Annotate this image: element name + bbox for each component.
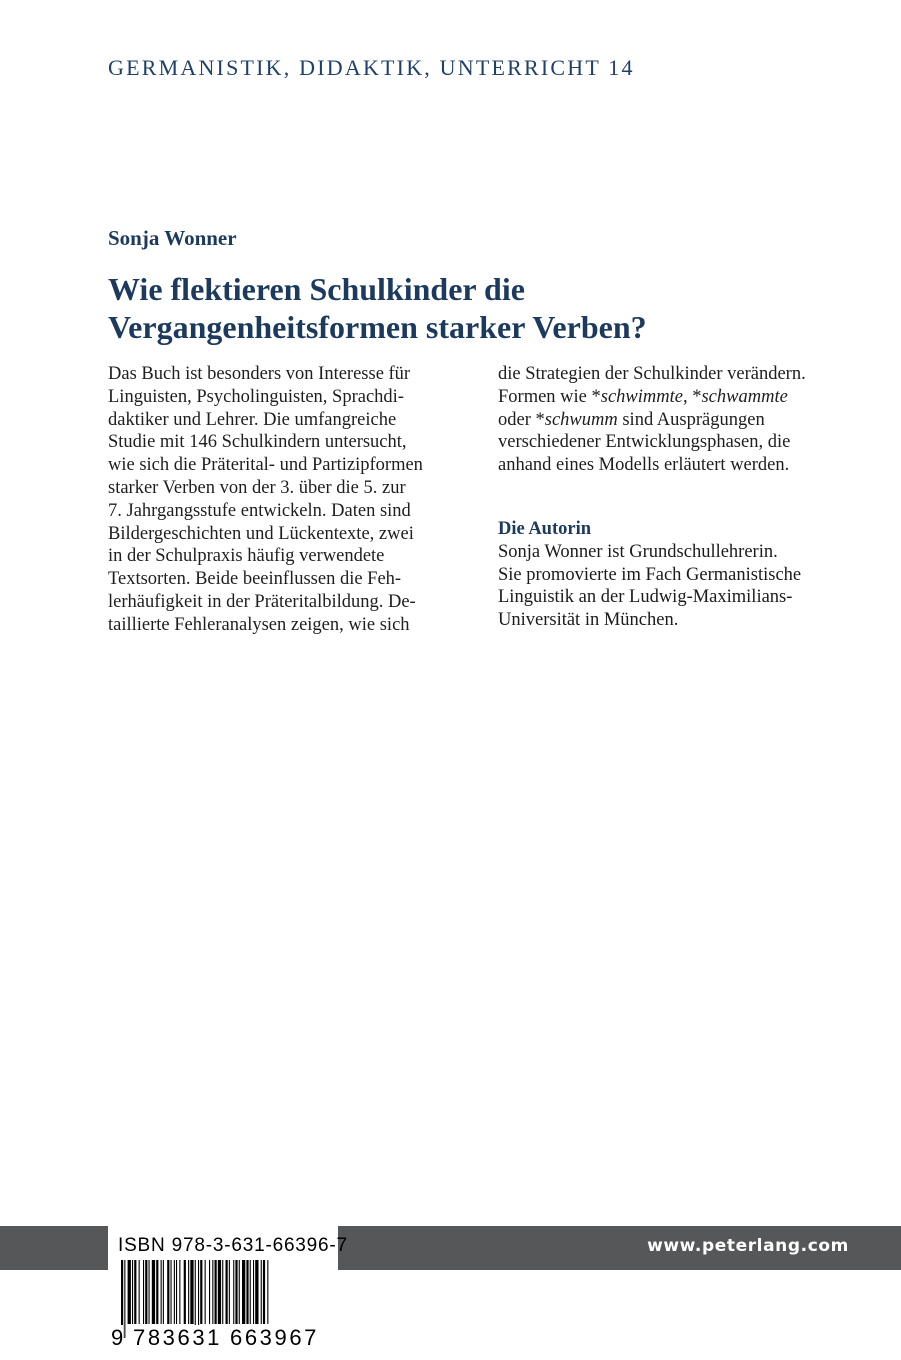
barcode-bar — [218, 1260, 221, 1324]
blurb-text: , * — [682, 386, 702, 407]
barcode-bar — [174, 1260, 175, 1324]
example-form: schwumm — [544, 409, 618, 430]
barcode-bar — [161, 1260, 162, 1324]
barcode-bar — [239, 1260, 240, 1324]
barcode-bar — [250, 1260, 251, 1324]
blurb-line: lerhäufigkeit in der Präteritalbildung. De- — [108, 591, 416, 612]
blurb-line — [498, 386, 858, 409]
barcode-bar — [179, 1260, 180, 1324]
blurb-left-column — [108, 363, 468, 637]
blurb-line: 7. Jahrgangsstufe entwickeln. Daten sind — [108, 500, 411, 521]
blurb-line: Das Buch ist besonders von Interesse für — [108, 364, 411, 384]
barcode-bar — [188, 1260, 189, 1324]
barcode-bar — [200, 1260, 202, 1324]
author-bio-line: Sie promovierte im Fach Germanistische — [498, 564, 802, 585]
barcode-bar — [263, 1260, 265, 1324]
barcode-bar — [163, 1260, 164, 1324]
barcode-digit-first: 9 — [111, 1325, 124, 1350]
blurb-line: wie sich die Präterital- und Partizipformen — [108, 455, 423, 476]
example-form: schwammte — [701, 386, 788, 407]
barcode-bar — [212, 1260, 213, 1324]
barcode-bar — [176, 1260, 177, 1324]
barcode-bar — [209, 1260, 210, 1324]
barcode-bar — [167, 1260, 169, 1324]
title-line: Wie flektieren Schulkinder die — [108, 271, 525, 307]
example-form: schwimmte — [600, 386, 683, 407]
publisher-url[interactable]: www.peterlang.com — [647, 1236, 849, 1256]
blurb-line: Bildergeschichten und Lückentexte, zwei — [108, 523, 414, 544]
barcode-bar — [149, 1260, 150, 1324]
author-bio-line: Universität in München. — [498, 610, 679, 631]
barcode-bar — [267, 1260, 268, 1324]
barcode-bar — [253, 1260, 254, 1324]
blurb-line: Studie mit 146 Schulkindern untersucht, — [108, 432, 407, 453]
barcode-bar — [132, 1260, 133, 1324]
barcode-bar — [139, 1260, 140, 1324]
title-line: Vergangenheitsformen starker Verben? — [108, 309, 647, 345]
barcode-bar — [134, 1260, 136, 1324]
barcode-bar — [233, 1260, 234, 1324]
barcode-bar — [190, 1260, 193, 1324]
author-bio-heading: Die Autorin — [498, 519, 592, 539]
blurb-text: Formen wie * — [498, 386, 601, 407]
barcode-bar — [171, 1260, 172, 1324]
book-title — [108, 270, 808, 346]
blurb-line: verschiedener Entwicklungsphasen, die — [498, 432, 791, 453]
barcode-bar — [235, 1260, 237, 1324]
barcode-bar — [124, 1260, 125, 1338]
barcode-bar — [152, 1260, 155, 1324]
blurb-line: in der Schulpraxis häufig verwendete — [108, 546, 385, 567]
barcode-bar — [222, 1260, 223, 1324]
barcode-bar — [128, 1260, 131, 1324]
blurb-text: oder * — [498, 409, 545, 430]
barcode-bar — [205, 1260, 206, 1324]
isbn-label: ISBN 978-3-631-66396-7 — [118, 1235, 348, 1256]
blurb-right-column — [498, 363, 858, 477]
blurb-line: daktiker und Lehrer. Die umfangreiche — [108, 409, 397, 430]
blurb-line: taillierte Fehleranalysen zeigen, wie sich — [108, 614, 410, 635]
barcode-bar — [143, 1260, 144, 1324]
blurb-line: Linguisten, Psycholinguisten, Sprachdi- — [108, 386, 404, 407]
barcode-bar — [145, 1260, 147, 1324]
blurb-line — [498, 409, 858, 432]
barcode-bar — [261, 1260, 262, 1324]
barcode-digits-right: 663967 — [230, 1325, 320, 1350]
barcode-bar — [156, 1260, 158, 1324]
blurb-text: sind Ausprägungen — [617, 409, 765, 430]
author-bio-line: Sonja Wonner ist Grundschullehrerin. — [498, 541, 778, 562]
barcode-bar — [215, 1260, 217, 1324]
barcode-bar — [226, 1260, 228, 1324]
author-bio — [498, 518, 801, 632]
barcode-bar — [229, 1260, 230, 1324]
barcode-bar — [184, 1260, 186, 1324]
author-bio-line: Linguistik an der Ludwig-Maximilians- — [498, 587, 793, 608]
series-title: GERMANISTIK, DIDAKTIK, UNTERRICHT 14 — [108, 55, 635, 80]
barcode-bar — [255, 1260, 258, 1324]
blurb-line: starker Verben von der 3. über die 5. zur — [108, 477, 406, 498]
barcode-digits-left: 783631 — [133, 1325, 223, 1350]
blurb-line: die Strategien der Schulkinder verändern. — [498, 364, 806, 384]
blurb-line: anhand eines Modells erläutert werden. — [498, 455, 790, 476]
blurb-line: Textsorten. Beide beeinflussen die Feh- — [108, 569, 402, 590]
barcode-bar — [246, 1260, 248, 1324]
author-name: Sonja Wonner — [108, 226, 237, 250]
barcode-bar — [242, 1260, 245, 1324]
